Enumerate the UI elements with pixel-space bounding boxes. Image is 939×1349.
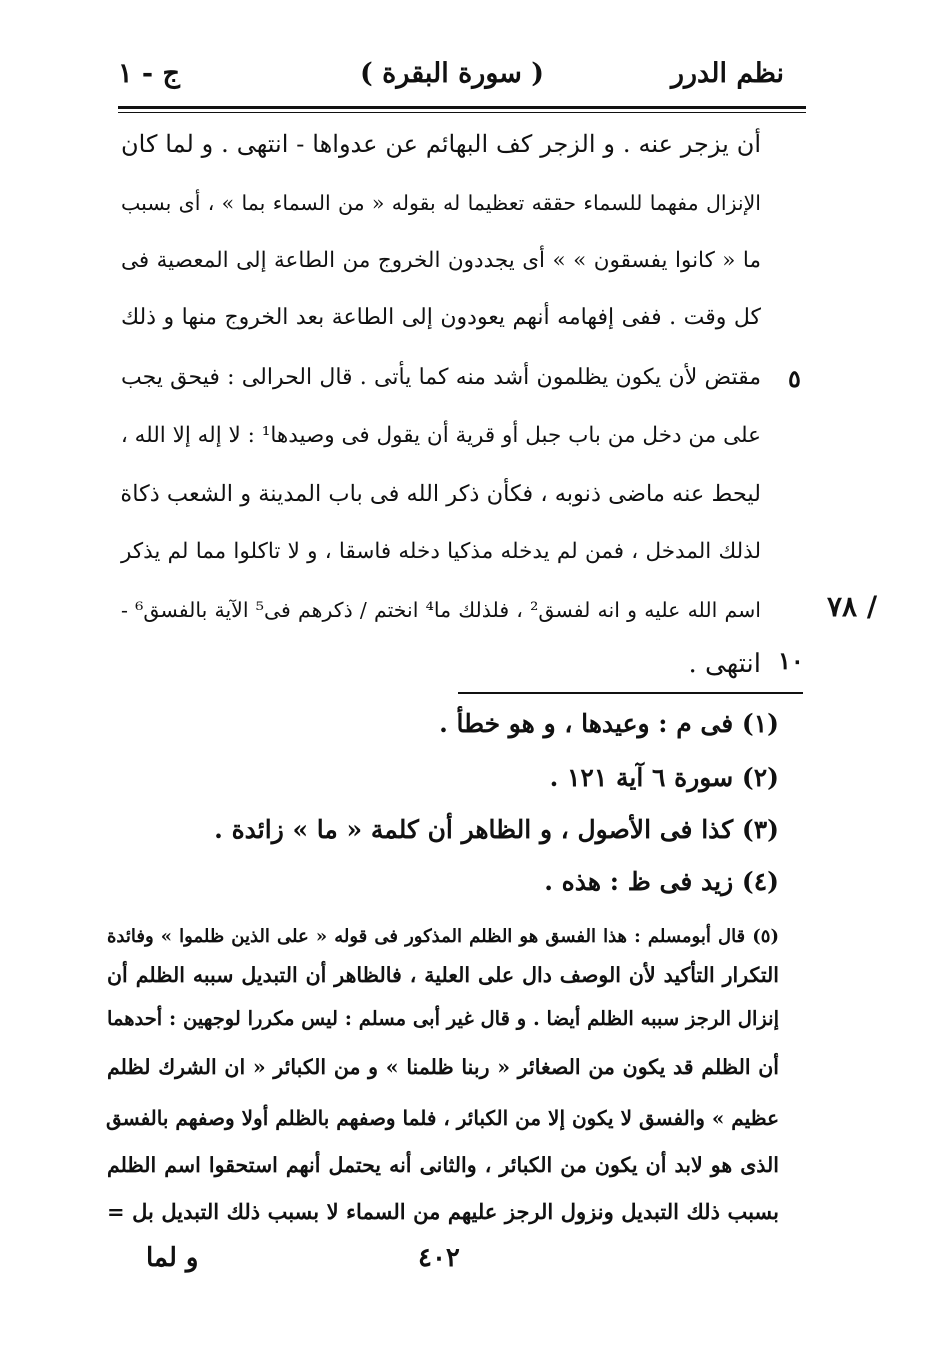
line-number-5: ٥ (788, 364, 801, 393)
footnote: (٣) كذا فى الأصول ، و الظاهر أن كلمة « ما » زائدة . (214, 815, 779, 844)
main-text-line: على من دخل من باب جبل أو قرية أن يقول فى وصيدها¹ : لا إله إلا الله ، (120, 423, 761, 448)
main-text-line: أن يزجر عنه . و الزجر كف البهائم عن عدواها - انتهى . و لما كان (121, 130, 761, 158)
main-text-line: ما « كانوا يفسقون » » أى يجددون الخروج من الطاعة إلى المعصية فى (121, 248, 761, 273)
main-text-line: كل وقت . ففى إفهامه أنهم يعودون إلى الطاعة بعد الخروج منها و ذلك (121, 305, 761, 330)
commentary-line: (٥) قال أبومسلم : هذا الفسق هو الظلم المذكور فى قوله « على الذين ظلموا » وفائدة (107, 926, 779, 947)
main-text-line: ليحط عنه ماضى ذنوبه ، فكأن ذكر الله فى باب المدينة و الشعب ذكاة (120, 481, 761, 507)
footnote-separator (458, 692, 803, 694)
commentary-line: عظيم » والفسق لا يكون إلا من الكبائر ، فلما وصفهم بالظلم أولا وصفهم بالفسق (106, 1106, 779, 1130)
catchword: و لما (146, 1243, 199, 1273)
footnote: (٢) سورة ٦ آية ١٢١ . (549, 763, 779, 792)
main-text-line: مقتض لأن يكون يظلمون أشد منه كما يأتى . قال الحرالى : فيحق يجب (121, 365, 761, 390)
header-rule-thick (118, 106, 806, 109)
footnote: (٤) زيد فى ظ : هذه . (544, 867, 779, 896)
commentary-line: إنزال الرجز سببه الظلم أيضا . و قال غير أبى مسلم : ليس مكررا لوجهين : أحدهما (107, 1007, 779, 1030)
header-rule-thin (118, 112, 806, 113)
manuscript-page-marker: ٧٨ / (827, 590, 878, 623)
line-number-10: ١٠ (778, 646, 804, 675)
commentary-line: أن الظلم قد يكون من الصغائر « ربنا ظلمنا » و من الكبائر « ان الشرك لظلم (107, 1055, 779, 1079)
running-head-title: نظم الدرر (670, 58, 784, 89)
main-text-line: الإنزال مفهما للسماء حققه تعظيما له بقوله « من السماء بما » ، أى بسبب (121, 191, 761, 215)
commentary-line: التكرار التأكيد لأن الوصف دال على العلية ، فالظاهر أن التبديل سببه الظلم أن (107, 963, 779, 987)
main-text-line: لذلك المدخل ، فمن لم يدخله مذكيا دخله فاسقا ، و لا تاكلوا مما لم يذكر (121, 539, 761, 564)
main-text-line: اسم الله عليه و انه لفسق² ، فلذلك ما⁴ انختم / ذكرهم فى⁵ الآية بالفسق⁶ - (121, 598, 761, 622)
running-head-volume: ج - ١ (118, 58, 180, 89)
commentary-line: الذى هو لابد أن يكون من الكبائر ، والثانى أنه يحتمل أنهم استحقوا اسم الظلم (107, 1153, 779, 1177)
running-head-surah: ( سورة البقرة ) (360, 58, 545, 89)
footnote: (١) فى م : وعيدها ، و هو خطأ . (439, 709, 779, 738)
page-number: ٤٠٢ (418, 1243, 460, 1273)
main-text-line: انتهى . (688, 649, 761, 679)
commentary-line: بسبب ذلك التبديل ونزول الرجز عليهم من السماء لا بسبب ذلك التبديل بل = (107, 1199, 779, 1224)
